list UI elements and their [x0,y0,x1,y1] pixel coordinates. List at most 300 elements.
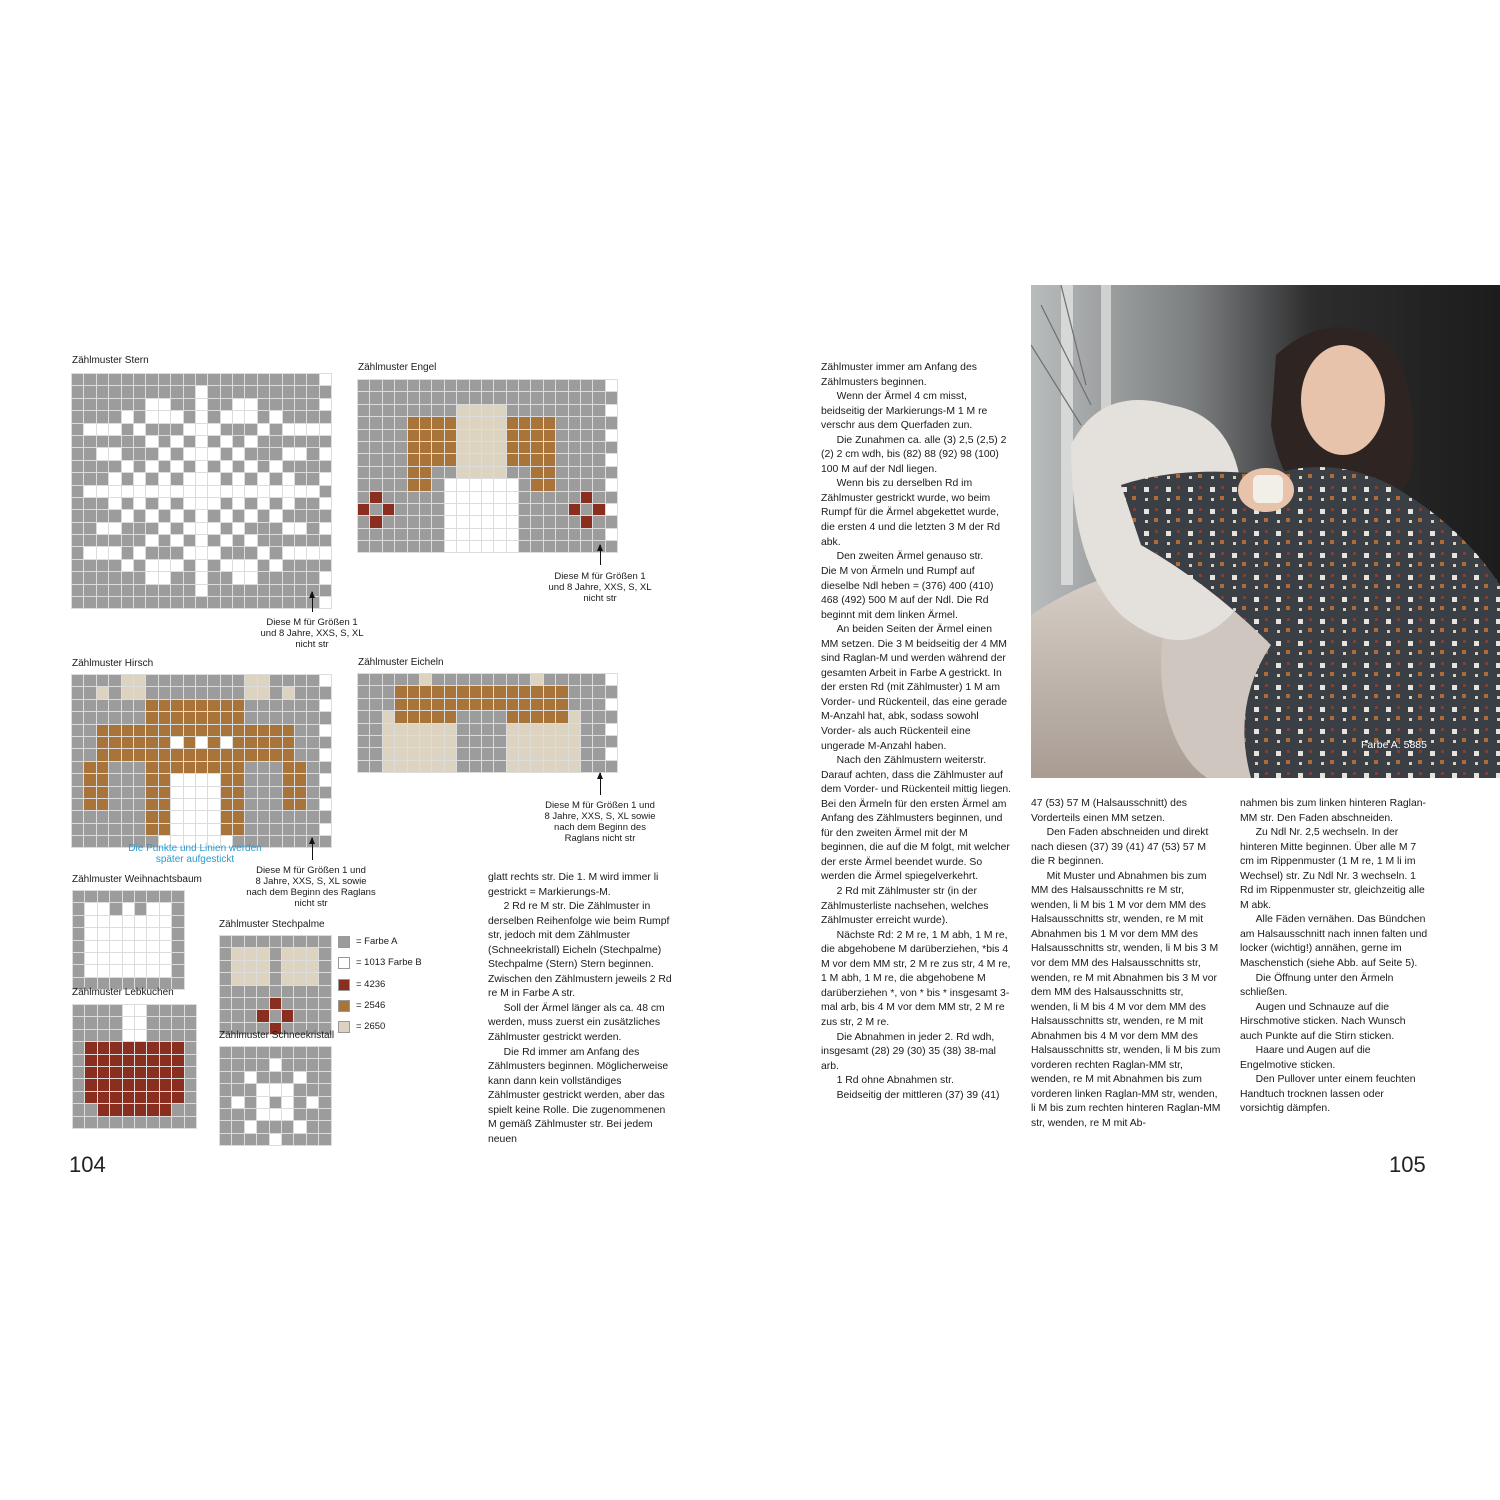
stitch-cell [146,448,157,459]
stitch-cell [122,436,133,447]
stitch-cell [569,761,580,772]
stitch-cell [395,541,406,552]
stitch-cell [581,674,592,685]
stitch-cell [72,498,83,509]
stitch-cell [171,424,182,435]
stitch-cell [135,1017,146,1028]
stitch-cell [320,836,331,847]
stitch-cell [233,498,244,509]
stitch-cell [445,417,456,428]
stitch-cell [109,725,120,736]
stitch-cell [294,1010,305,1021]
stitch-cell [295,461,306,472]
stitch-cell [72,547,83,558]
stitch-cell [606,430,617,441]
stitch-cell [593,430,604,441]
stitch-cell [383,711,394,722]
stitch-cell [146,486,157,497]
stitch-cell [494,454,505,465]
stitch-cell [258,461,269,472]
stitch-cell [171,585,182,596]
stitch-cell [221,386,232,397]
stitch-cell [122,473,133,484]
stitch-cell [135,903,146,914]
stitch-cell [245,787,256,798]
stitch-cell [84,411,95,422]
stitch-cell [569,492,580,503]
stitch-cell [270,986,281,997]
stitch-cell [146,473,157,484]
stitch-cell [544,492,555,503]
stitch-cell [146,700,157,711]
stitch-cell [445,674,456,685]
stitch-cell [122,498,133,509]
stitch-cell [122,510,133,521]
stitch-cell [233,799,244,810]
stitch-cell [494,492,505,503]
stitch-cell [383,761,394,772]
stitch-cell [146,560,157,571]
stitch-cell [208,799,219,810]
stitch-cell [72,762,83,773]
stitch-cell [171,799,182,810]
stitch-cell [581,442,592,453]
stitch-cell [320,585,331,596]
stitch-cell [84,448,95,459]
stitch-cell [283,498,294,509]
stitch-cell [569,516,580,527]
stitch-cell [556,492,567,503]
stitch-cell [432,430,443,441]
stitch-cell [445,380,456,391]
legend-row [338,1021,385,1033]
stitch-cell [122,737,133,748]
stitch-cell [220,973,231,984]
stitch-cell [319,1072,330,1083]
stitch-cell [282,1072,293,1083]
stitch-cell [220,1072,231,1083]
stitch-cell [172,1055,183,1066]
stitch-cell [408,454,419,465]
stitch-cell [184,560,195,571]
stitch-cell [320,510,331,521]
stitch-cell [358,516,369,527]
stitch-cell [146,712,157,723]
stitch-cell [160,916,171,927]
stitch-cell [569,380,580,391]
stitch-cell [544,467,555,478]
stitch-cell [507,736,518,747]
stitch-cell [171,386,182,397]
stitch-cell [257,986,268,997]
stitch-cell [408,761,419,772]
stitch-cell [171,448,182,459]
stitch-cell [531,686,542,697]
stitch-cell [283,411,294,422]
stitch-cell [73,1030,84,1041]
stitch-cell [432,380,443,391]
stitch-cell [320,473,331,484]
stitch-cell [581,699,592,710]
stitch-cell [208,411,219,422]
chart-title-eicheln: Zählmuster Eicheln [358,657,444,668]
stitch-cell [320,687,331,698]
stitch-cell [245,1047,256,1058]
stitch-cell [307,948,318,959]
stitch-cell [531,711,542,722]
note-line: 8 Jahre, XXS, S, XL sowie [544,811,656,822]
stitch-cell [135,965,146,976]
stitch-cell [196,572,207,583]
stitch-cell [408,417,419,428]
stitch-cell [470,380,481,391]
stitch-cell [134,585,145,596]
stitch-cell [395,711,406,722]
stitch-cell [221,448,232,459]
stitch-cell [134,486,145,497]
stitch-cell [295,399,306,410]
stitch-cell [257,1109,268,1120]
stitch-cell [159,448,170,459]
stitch-cell [283,687,294,698]
stitch-cell [233,461,244,472]
stitch-cell [270,700,281,711]
stitch-cell [220,1109,231,1120]
note-line: Diese M für Größen 1 und [545,800,655,811]
stitch-cell [73,1104,84,1115]
stitch-cell [606,479,617,490]
stitch-cell [408,711,419,722]
stitch-cell [72,461,83,472]
stitch-cell [556,748,567,759]
stitch-cell [146,535,157,546]
stitch-cell [172,1104,183,1115]
stitch-cell [147,965,158,976]
stitch-cell [184,687,195,698]
stitch-cell [470,454,481,465]
stitch-cell [420,479,431,490]
stitch-cell [109,560,120,571]
stitch-cell [134,461,145,472]
stitch-cell [445,516,456,527]
stitch-cell [171,712,182,723]
chart-stechpalme [219,935,332,1035]
stitch-cell [531,417,542,428]
paragraph: Zu Ndl Nr. 2,5 wechseln. In der hinteren Mitte beginnen. Über alle M 7 cm im Rippenmuster (1 M re, 1 M li im Wechsel) str. Zu Ndl Nr. 3 wechseln. 1 Rd im Rippenmuster str, gleichzeitig alle M abk. [1240,827,1425,911]
stitch-cell [283,811,294,822]
stitch-cell [196,712,207,723]
stitch-cell [159,486,170,497]
stitch-cell [232,1084,243,1095]
stitch-cell [507,417,518,428]
stitch-cell [122,585,133,596]
stitch-cell [507,711,518,722]
stitch-cell [282,1134,293,1145]
stitch-cell [544,442,555,453]
stitch-cell [457,405,468,416]
stitch-cell [420,761,431,772]
stitch-cell [171,473,182,484]
stitch-cell [185,1079,196,1090]
stitch-cell [208,737,219,748]
stitch-cell [270,712,281,723]
stitch-cell [507,479,518,490]
stitch-cell [470,504,481,515]
stitch-cell [184,737,195,748]
paragraph: Den Faden abschneiden und direkt nach diesen (37) 39 (41) 47 (53) 57 M die R beginnen. [1031,827,1209,868]
stitch-cell [457,492,468,503]
paragraph: Nach den Zählmustern weiterstr. Darauf achten, dass die Zählmuster auf dem Vorder- und Rückenteil mittig liegen. Bei den Ärmeln für den ersten Ärmel am Anfang des Zählmusters beginnen, und für den zweiten Ärmel mit der M beginnen, die auf die M folgt, mit welcher der erste Ärmel beendet wurde. So werden die Ärmel spiegelverkehrt. [821,755,1012,883]
stitch-cell [196,774,207,785]
stitch-cell [122,547,133,558]
stitch-cell [606,699,617,710]
stitch-cell [370,724,381,735]
stitch-cell [110,1055,121,1066]
stitch-cell [123,1079,134,1090]
stitch-cell [320,486,331,497]
stitch-cell [72,374,83,385]
stitch-cell [432,736,443,747]
stitch-cell [109,712,120,723]
stitch-cell [258,762,269,773]
stitch-cell [97,811,108,822]
stitch-cell [307,762,318,773]
stitch-cell [519,492,530,503]
stitch-cell [221,749,232,760]
stitch-cell [208,473,219,484]
stitch-cell [358,442,369,453]
stitch-cell [135,1042,146,1053]
stitch-cell [135,916,146,927]
stitch-cell [531,541,542,552]
stitch-cell [556,504,567,515]
stitch-cell [84,424,95,435]
stitch-cell [134,374,145,385]
stitch-cell [147,1067,158,1078]
stitch-cell [72,560,83,571]
stitch-cell [420,724,431,735]
stitch-cell [172,953,183,964]
stitch-cell [245,1072,256,1083]
stitch-cell [258,585,269,596]
stitch-cell [257,1059,268,1070]
stitch-cell [320,386,331,397]
stitch-cell [196,585,207,596]
stitch-cell [294,986,305,997]
stitch-cell [482,516,493,527]
stitch-cell [270,1059,281,1070]
stitch-cell [146,436,157,447]
stitch-cell [123,1055,134,1066]
stitch-cell [245,572,256,583]
stitch-cell [245,535,256,546]
stitch-cell [97,572,108,583]
stitch-cell [147,1017,158,1028]
stitch-cell [109,436,120,447]
stitch-cell [307,1121,318,1132]
stitch-cell [159,461,170,472]
stitch-cell [184,597,195,608]
stitch-cell [507,492,518,503]
stitch-cell [606,380,617,391]
stitch-cell [208,597,219,608]
stitch-cell [432,541,443,552]
stitch-cell [519,454,530,465]
stitch-cell [84,486,95,497]
stitch-cell [98,1055,109,1066]
stitch-cell [97,523,108,534]
stitch-cell [109,535,120,546]
stitch-cell [245,799,256,810]
stitch-cell [135,1055,146,1066]
stitch-cell [531,736,542,747]
stitch-cell [160,1005,171,1016]
stitch-cell [171,523,182,534]
stitch-cell [283,424,294,435]
stitch-cell [507,748,518,759]
stitch-cell [432,467,443,478]
stitch-cell [457,442,468,453]
stitch-cell [72,486,83,497]
stitch-cell [295,486,306,497]
stitch-cell [232,973,243,984]
stitch-cell [85,928,96,939]
stitch-cell [221,473,232,484]
stitch-cell [85,916,96,927]
stitch-cell [122,597,133,608]
stitch-cell [221,597,232,608]
stitch-cell [245,424,256,435]
note-line: nicht str [295,639,329,650]
stitch-cell [432,748,443,759]
stitch-cell [122,712,133,723]
stitch-cell [109,774,120,785]
stitch-cell [294,1121,305,1132]
stitch-cell [470,724,481,735]
stitch-cell [208,386,219,397]
stitch-cell [208,774,219,785]
stitch-cell [581,736,592,747]
stitch-cell [320,424,331,435]
stitch-cell [185,1104,196,1115]
stitch-cell [208,399,219,410]
stitch-cell [519,541,530,552]
stitch-cell [72,675,83,686]
stitch-cell [196,510,207,521]
stitch-cell [445,442,456,453]
stitch-cell [160,1017,171,1028]
stitch-cell [258,436,269,447]
stitch-cell [470,541,481,552]
stitch-cell [258,675,269,686]
stitch-cell [185,1092,196,1103]
stitch-cell [98,903,109,914]
stitch-cell [171,411,182,422]
stitch-cell [221,811,232,822]
stitch-cell [408,529,419,540]
stitch-cell [320,675,331,686]
stitch-cell [370,711,381,722]
stitch-cell [184,712,195,723]
stitch-cell [98,1079,109,1090]
stitch-cell [320,572,331,583]
stitch-cell [482,699,493,710]
stitch-cell [134,535,145,546]
stitch-cell [295,687,306,698]
stitch-cell [171,774,182,785]
legend-row [338,1000,385,1012]
stitch-cell [307,936,318,947]
stitch-cell [258,448,269,459]
stitch-cell [420,417,431,428]
stitch-cell [159,535,170,546]
stitch-cell [172,978,183,989]
stitch-cell [482,479,493,490]
stitch-cell [494,699,505,710]
stitch-cell [172,891,183,902]
stitch-cell [556,467,567,478]
stitch-cell [123,1067,134,1078]
stitch-cell [221,486,232,497]
stitch-cell [72,749,83,760]
stitch-cell [245,948,256,959]
stitch-cell [146,510,157,521]
stitch-cell [519,504,530,515]
stitch-cell [109,700,120,711]
stitch-cell [606,516,617,527]
stitch-cell [556,442,567,453]
stitch-cell [109,799,120,810]
stitch-cell [569,479,580,490]
stitch-cell [172,1042,183,1053]
stitch-cell [245,547,256,558]
stitch-cell [196,700,207,711]
stitch-cell [307,547,318,558]
stitch-cell [232,1109,243,1120]
stitch-cell [556,430,567,441]
stitch-cell [270,386,281,397]
stitch-cell [172,1017,183,1028]
stitch-cell [370,686,381,697]
stitch-cell [370,380,381,391]
stitch-cell [294,1109,305,1120]
paragraph: Augen und Schnauze auf die Hirschmotive sticken. Nach Wunsch auch Punkte auf die Stirn sticken. [1240,1001,1406,1042]
stitch-cell [283,535,294,546]
stitch-cell [569,674,580,685]
stitch-cell [457,380,468,391]
stitch-cell [98,1104,109,1115]
stitch-cell [221,424,232,435]
stitch-cell [208,535,219,546]
stitch-cell [245,1121,256,1132]
stitch-cell [160,1104,171,1115]
stitch-cell [98,1005,109,1016]
stitch-cell [159,774,170,785]
stitch-cell [97,725,108,736]
stitch-cell [172,1067,183,1078]
stitch-cell [593,479,604,490]
stitch-cell [233,762,244,773]
stitch-cell [445,724,456,735]
stitch-cell [232,1097,243,1108]
stitch-cell [544,748,555,759]
stitch-cell [185,1005,196,1016]
stitch-cell [109,585,120,596]
stitch-cell [159,411,170,422]
stitch-cell [208,811,219,822]
stitch-cell [85,965,96,976]
stitch-cell [581,748,592,759]
